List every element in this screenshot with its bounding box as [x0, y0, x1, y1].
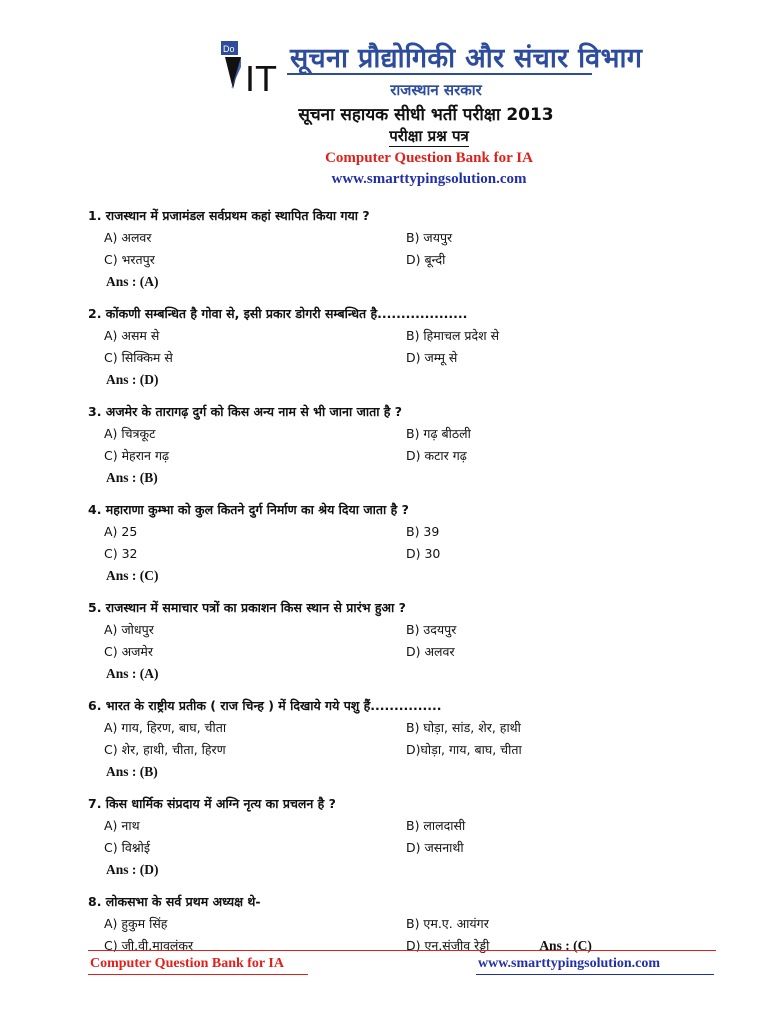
question-5 — [88, 596, 688, 685]
question-bank-title: Computer Question Bank for IA — [325, 150, 533, 166]
question-text: 2. कोंकणी सम्बन्धित है गोवा से, इसी प्रकार डोगरी सम्बन्धित है................... — [88, 306, 468, 321]
question-3 — [88, 400, 688, 489]
option-c: C) भरतपुर — [104, 252, 155, 267]
answer: Ans : (B) — [106, 764, 158, 779]
option-a: A) गाय, हिरण, बाघ, चीता — [104, 720, 227, 735]
question-6 — [88, 694, 688, 783]
answer: Ans : (D) — [106, 862, 159, 877]
page-header — [0, 0, 768, 195]
website-link[interactable]: www.smarttypingsolution.com — [331, 171, 527, 187]
question-2 — [88, 302, 688, 391]
option-a: A) असम से — [104, 328, 160, 343]
option-a: A) चित्रकूट — [104, 426, 156, 441]
option-b: B) 39 — [406, 524, 440, 539]
question-list — [88, 204, 688, 966]
answer: Ans : (C) — [106, 568, 159, 583]
option-a: A) अलवर — [104, 230, 152, 245]
option-a: A) हुकुम सिंह — [104, 916, 168, 931]
option-b: B) गढ़ बीठली — [406, 426, 471, 441]
option-d: D) जसनाथी — [406, 840, 464, 855]
option-d: D) जम्मू से — [406, 350, 458, 365]
answer: Ans : (A) — [106, 274, 159, 289]
options — [104, 619, 688, 663]
answer: Ans : (A) — [106, 666, 159, 681]
footer-left-underline — [88, 974, 308, 975]
paper-title: परीक्षा प्रश्न पत्र — [389, 127, 469, 145]
option-b: B) उदयपुर — [406, 622, 457, 637]
option-c: C) 32 — [104, 546, 138, 561]
answer: Ans : (C) — [539, 938, 592, 953]
question-text: 5. राजस्थान में समाचार पत्रों का प्रकाशन किस स्थान से प्रारंभ हुआ ? — [88, 600, 406, 615]
exam-title: सूचना सहायक सीधी भर्ती परीक्षा 2013 — [298, 105, 554, 125]
svg-text:Do: Do — [223, 44, 235, 54]
option-c: C) विश्नोई — [104, 840, 150, 855]
question-text: 3. अजमेर के तारागढ़ दुर्ग को किस अन्य नाम से भी जाना जाता है ? — [88, 404, 403, 419]
question-7 — [88, 792, 688, 881]
option-d: D) कटार गढ़ — [406, 448, 467, 463]
footer-right-underline — [476, 974, 714, 975]
option-c: C) शेर, हाथी, चीता, हिरण — [104, 742, 226, 757]
question-text: 4. महाराणा कुम्भा को कुल कितने दुर्ग निर्माण का श्रेय दिया जाता है ? — [88, 502, 409, 517]
option-b: B) हिमाचल प्रदेश से — [406, 328, 500, 343]
options — [104, 423, 688, 467]
options — [104, 521, 688, 565]
options — [104, 227, 688, 271]
option-a: A) नाथ — [104, 818, 140, 833]
option-b: B) घोड़ा, सांड, शेर, हाथी — [406, 720, 521, 735]
department-title: सूचना प्रौद्योगिकी और संचार विभाग — [290, 43, 643, 74]
options — [104, 325, 688, 369]
question-text: 1. राजस्थान में प्रजामंडल सर्वप्रथम कहां स्थापित किया गया ? — [88, 208, 370, 223]
option-c: C) मेहरान गढ़ — [104, 448, 170, 463]
svg-text:IT: IT — [245, 58, 277, 95]
option-c: C) अजमेर — [104, 644, 153, 659]
question-text: 8. लोकसभा के सर्व प्रथम अध्यक्ष थे- — [88, 894, 261, 909]
question-8 — [88, 890, 688, 957]
option-c: C) सिक्किम से — [104, 350, 173, 365]
answer: Ans : (D) — [106, 372, 159, 387]
footer-question-bank: Computer Question Bank for IA — [90, 956, 284, 971]
answer: Ans : (B) — [106, 470, 158, 485]
footer-website-link[interactable]: www.smarttypingsolution.com — [478, 956, 661, 971]
option-d: D) 30 — [406, 546, 441, 561]
option-b: B) जयपुर — [406, 230, 453, 245]
options — [104, 717, 688, 761]
option-d: D)घोड़ा, गाय, बाघ, चीता — [406, 742, 522, 757]
option-a: A) 25 — [104, 524, 138, 539]
option-c: C) जी.वी.मावलंकर — [104, 938, 194, 953]
option-d: D) बून्दी — [406, 252, 446, 267]
option-d: D) अलवर — [406, 644, 455, 659]
option-d — [406, 935, 704, 957]
header-divider — [287, 73, 592, 75]
question-4 — [88, 498, 688, 587]
question-1 — [88, 204, 688, 293]
government-name: राजस्थान सरकार — [390, 81, 482, 99]
question-text: 7. किस धार्मिक संप्रदाय में अग्नि नृत्य का प्रचलन है ? — [88, 796, 336, 811]
option-a: A) जोधपुर — [104, 622, 154, 637]
footer-divider — [88, 950, 716, 951]
option-d-text: D) एन.संजीव रेड्डी — [406, 938, 490, 953]
question-text: 6. भारत के राष्ट्रीय प्रतीक ( राज चिन्ह ) में दिखाये गये पशु हैं............... — [88, 698, 442, 713]
options — [104, 815, 688, 859]
option-b: B) लालदासी — [406, 818, 466, 833]
option-b: B) एम.ए. आयंगर — [406, 916, 489, 931]
